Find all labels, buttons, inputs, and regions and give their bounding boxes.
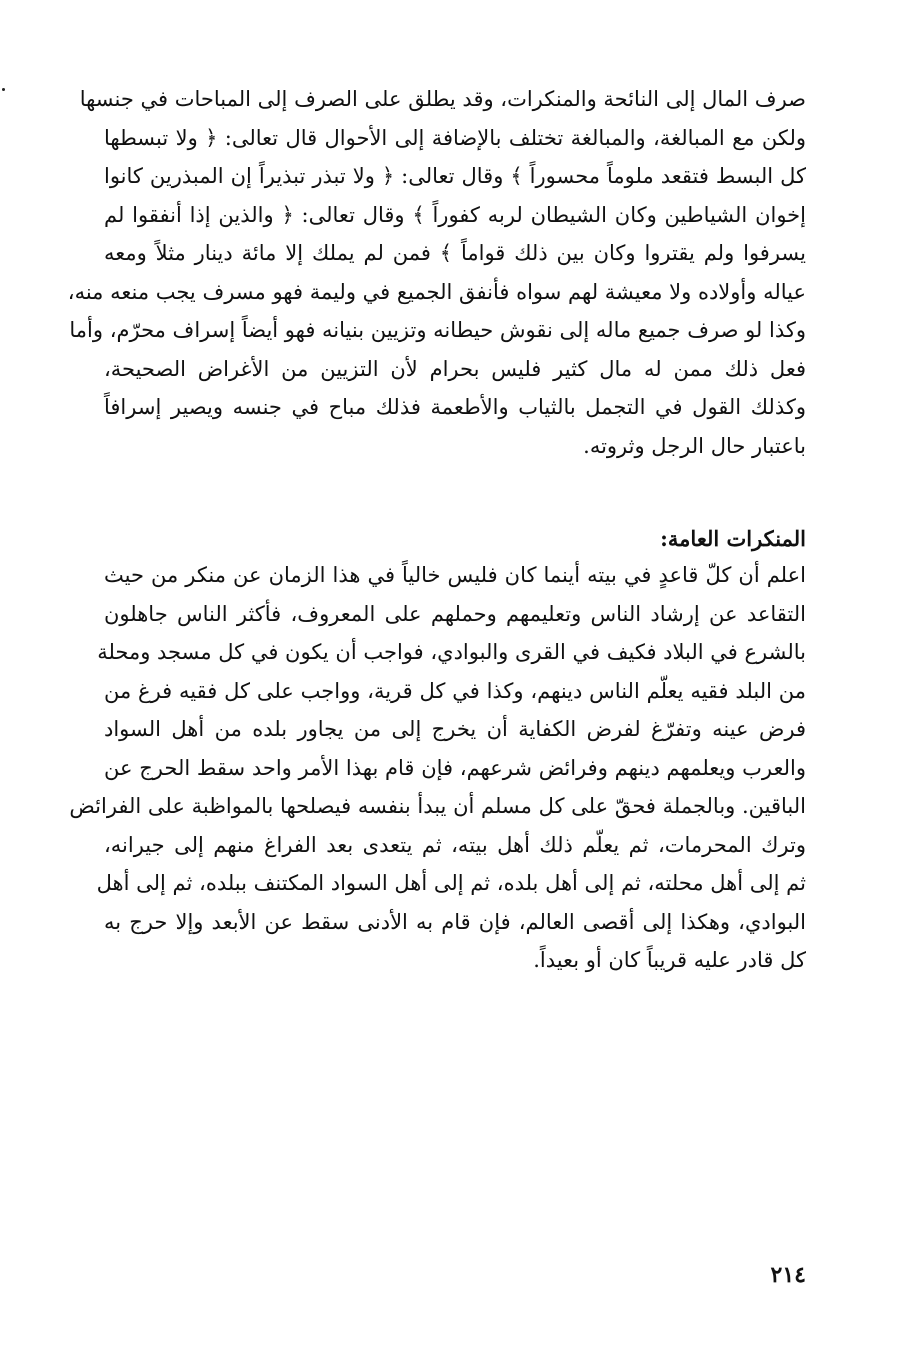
text-line: اعلم أن كلّ قاعدٍ في بيته أينما كان فليس خالياً في هذا الزمان عن منكر من حيث <box>104 563 806 587</box>
text-line: فعل ذلك ممن له مال كثير فليس بحرام لأن التزيين من الأغراض الصحيحة، <box>104 356 806 381</box>
text-line: عياله وأولاده ولا معيشة لهم سواه فأنفق الجميع في وليمة فهو مسرف يجب منعه منه، <box>67 279 806 304</box>
text-line: فرض عينه وتفرّغ لفرض الكفاية أن يخرج إلى من يجاور بلده من أهل السواد <box>104 717 806 741</box>
text-line: صرف المال إلى النائحة والمنكرات، وقد يطلق على الصرف إلى المباحات في جنسها <box>79 87 806 111</box>
text-line: البوادي، وهكذا إلى أقصى العالم، فإن قام به الأدنى سقط عن الأبعد وإلا حرج به <box>104 909 806 934</box>
scan-edge-mark <box>2 88 5 91</box>
section-heading: المنكرات العامة: <box>660 526 806 551</box>
text-line: وترك المحرمات، ثم يعلّم ذلك أهل بيته، ثم يتعدى بعد الفراغ منهم إلى جيرانه، <box>104 832 806 857</box>
paragraph-2 <box>69 556 806 980</box>
text-line: بالشرع في البلاد فكيف في القرى والبوادي، فواجب أن يكون في كل مسجد ومحلة <box>97 640 806 664</box>
text-line: التقاعد عن إرشاد الناس وتعليمهم وحملهم على المعروف، فأكثر الناس جاهلون <box>104 601 806 626</box>
text-line: يسرفوا ولم يقتروا وكان بين ذلك قواماً ﴾ فمن لم يملك إلا مائة دينار مثلاً ومعه <box>104 241 806 265</box>
text-line: كل قادر عليه قريباً كان أو بعيداً. <box>533 948 806 972</box>
text-line: والعرب ويعلمهم دينهم وفرائض شرعهم، فإن قام بهذا الأمر واحد سقط الحرج عن <box>104 755 806 780</box>
text-line: وكذا لو صرف جميع ماله إلى نقوش حيطانه وتزيين بنيانه فهو أيضاً إسراف محرّم، وأما <box>69 318 806 342</box>
text-line: ثم إلى أهل محلته، ثم إلى أهل بلده، ثم إلى أهل السواد المكتنف ببلده، ثم إلى أهل <box>96 871 806 895</box>
page-number: ٢١٤ <box>770 1262 806 1288</box>
text-line: من البلد فقيه يعلّم الناس دينهم، وكذا في كل قرية، وواجب على كل فقيه فرغ من <box>104 678 806 703</box>
text-line: الباقين. وبالجملة فحقّ على كل مسلم أن يبدأ بنفسه فيصلحها بالمواظبة على الفرائض <box>69 794 806 818</box>
text-line: ولكن مع المبالغة، والمبالغة تختلف بالإضافة إلى الأحوال قال تعالى: ﴿ ولا تبسطها <box>104 125 806 150</box>
paragraph-1 <box>67 80 806 465</box>
text-line: كل البسط فتقعد ملوماً محسوراً ﴾ وقال تعالى: ﴿ ولا تبذر تبذيراً إن المبذرين كانوا <box>104 164 806 188</box>
text-line: وكذلك القول في التجمل بالثياب والأطعمة فذلك مباح في جنسه ويصير إسرافاً <box>104 395 806 419</box>
text-line: باعتبار حال الرجل وثروته. <box>583 433 806 458</box>
text-line: إخوان الشياطين وكان الشيطان لربه كفوراً ﴾ وقال تعالى: ﴿ والذين إذا أنفقوا لم <box>104 202 806 227</box>
